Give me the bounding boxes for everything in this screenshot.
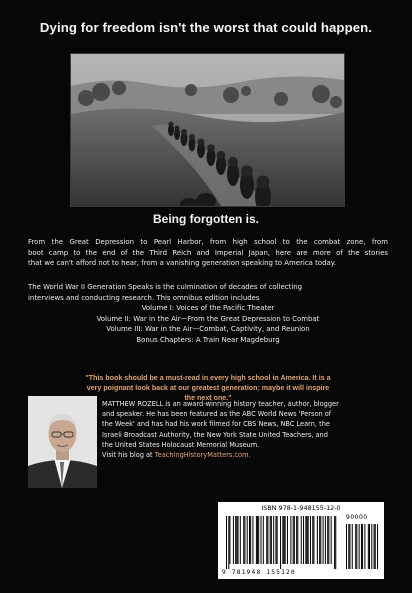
barcode-bar: [287, 516, 288, 564]
barcode-bar: [233, 516, 234, 564]
isbn-label: ISBN 978-1-948155-12-0: [261, 504, 341, 512]
middle-tagline: Being forgotten is.: [153, 212, 259, 226]
barcode-bar: [335, 516, 336, 569]
intro-line: boot camp to the end of the Third Reich and Imperial Japan, here are more of the stories: [28, 248, 388, 257]
barcode-addon-bar: [355, 524, 356, 569]
barcode-bar: [249, 516, 250, 564]
price-code: 90000: [346, 514, 368, 521]
barcode-addon-bar: [364, 524, 365, 569]
war-photo-image: [71, 54, 344, 206]
barcode-addon-bar: [375, 524, 376, 569]
barcode-bar: [267, 516, 268, 564]
barcode-addon-bar: [371, 524, 372, 569]
barcode-addon-bar: [362, 524, 363, 569]
barcode-addon-bar: [352, 524, 353, 569]
barcode-bar: [235, 516, 236, 564]
barcode-bar: [323, 516, 324, 564]
barcode-bar: [327, 516, 328, 564]
intro-line: that we can't afford not to hear, from a vanishing generation speaking to America today.: [28, 259, 337, 268]
barcode-bar: [325, 516, 326, 564]
volume-item: Volume I: Voices of the Pacific Theater: [141, 304, 275, 313]
barcode-bar: [238, 516, 239, 564]
barcode-bar: [285, 516, 286, 564]
barcode-addon-bar: [369, 524, 370, 569]
barcode-addon-bar: [346, 524, 347, 569]
barcode-bar: [290, 516, 291, 564]
summary-paragraph: [28, 282, 388, 346]
barcode-bar: [258, 516, 259, 564]
barcode-bar: [319, 516, 320, 564]
barcode-bar: [284, 516, 285, 564]
bio-line: the United States Holocaust Memorial Museum.: [102, 440, 260, 449]
barcode-bar: [273, 516, 274, 564]
bio-visit-text: Visit his blog at: [102, 451, 155, 460]
barcode-bar: [236, 516, 237, 564]
summary-line: The World War II Generation Speaks is the culmination of decades of collecting: [28, 283, 303, 291]
bio-visit-line: [102, 450, 384, 460]
barcode-bar: [293, 516, 294, 564]
barcode-bar: [301, 516, 302, 564]
barcode-bar: [226, 516, 227, 569]
barcode-bar: [266, 516, 267, 564]
barcode-bar: [261, 516, 262, 564]
quote-line: "This book should be a must-read in every high school in America. It is a: [85, 374, 331, 382]
quote-line: very poignant look back at our greatest generation; maybe it will inspire: [86, 383, 330, 392]
barcode-bar: [303, 516, 304, 564]
barcode-bar: [312, 516, 313, 564]
barcode-bar: [334, 516, 335, 569]
author-portrait-image: [28, 396, 97, 488]
barcode-addon-bar: [349, 524, 350, 569]
volume-list: [28, 303, 388, 345]
barcode-bar: [229, 516, 230, 564]
barcode-addon-bar: [359, 524, 360, 569]
top-tagline: Dying for freedom isn't the worst that could happen.: [39, 20, 373, 35]
barcode-bar: [331, 516, 332, 564]
volume-item: Volume II: War in the Air—From the Great Depression to Combat: [96, 314, 320, 323]
barcode-bar: [320, 516, 321, 564]
barcode-bar: [228, 516, 229, 569]
bio-line: and speaker. He has been featured as the ABC World News 'Person of: [102, 410, 332, 419]
barcode-bar: [310, 516, 311, 564]
barcode-bar: [252, 516, 253, 564]
barcode-bar: [282, 516, 283, 564]
intro-paragraph: [28, 237, 388, 269]
author-bio: [102, 399, 384, 460]
barcode-bar: [307, 516, 308, 564]
barcode-addon-bar: [361, 524, 362, 569]
bio-line: the Week' and has had his work filmed for CBS News, NBC Learn, the: [102, 420, 330, 429]
barcode-bar: [296, 516, 297, 564]
barcode-bar: [305, 516, 306, 564]
barcode-bar: [308, 516, 309, 564]
barcode-addon-bar: [356, 524, 357, 569]
barcode-bar: [280, 516, 281, 569]
barcode-bar: [270, 516, 271, 564]
barcode-addon-bar: [377, 524, 378, 569]
barcode-bar: [257, 516, 258, 564]
barcode-bar: [244, 516, 245, 564]
volume-item: Volume III: War in the Air—Combat, Captivity, and Reunion: [106, 325, 310, 334]
isbn-barcode: [218, 502, 384, 579]
barcode-bar: [271, 516, 272, 564]
barcode-bar: [243, 516, 244, 564]
author-portrait: [28, 396, 97, 488]
barcode-bar: [317, 516, 318, 564]
barcode-bar: [240, 516, 241, 564]
barcode-digits: 9 781948 155120: [222, 569, 296, 576]
summary-line: interviews and conducting research. This omnibus edition includes: [28, 293, 260, 302]
bio-line: MATTHEW ROZELL is an award-winning history teacher, author, blogger: [102, 400, 339, 408]
barcode-bar: [247, 516, 248, 564]
volume-item: Bonus Chapters: A Train Near Magdeburg: [136, 335, 280, 344]
quote-line: the next one.": [184, 393, 232, 402]
barcode-bar: [277, 516, 278, 564]
barcode-bar: [313, 516, 314, 564]
barcode-addon-bar: [374, 524, 375, 569]
barcode-bar: [256, 516, 257, 564]
barcode-addon-bar: [348, 524, 349, 569]
blog-link[interactable]: TeachingHistoryMatters.com.: [154, 451, 251, 460]
barcode-bar: [294, 516, 295, 564]
barcode-bar: [250, 516, 251, 564]
bio-line: Israeli Broadcast Authority, the New York State United Teachers, and: [102, 430, 328, 439]
soldiers-marching-photo: [70, 53, 345, 207]
barcode-addon-bar: [368, 524, 369, 569]
barcode-bar: [263, 516, 264, 564]
barcode-bar: [297, 516, 298, 564]
intro-line: From the Great Depression to Pearl Harbor, from high school to the combat zone, from: [28, 238, 388, 246]
barcode-bar: [328, 516, 329, 564]
barcode-bar: [275, 516, 276, 564]
